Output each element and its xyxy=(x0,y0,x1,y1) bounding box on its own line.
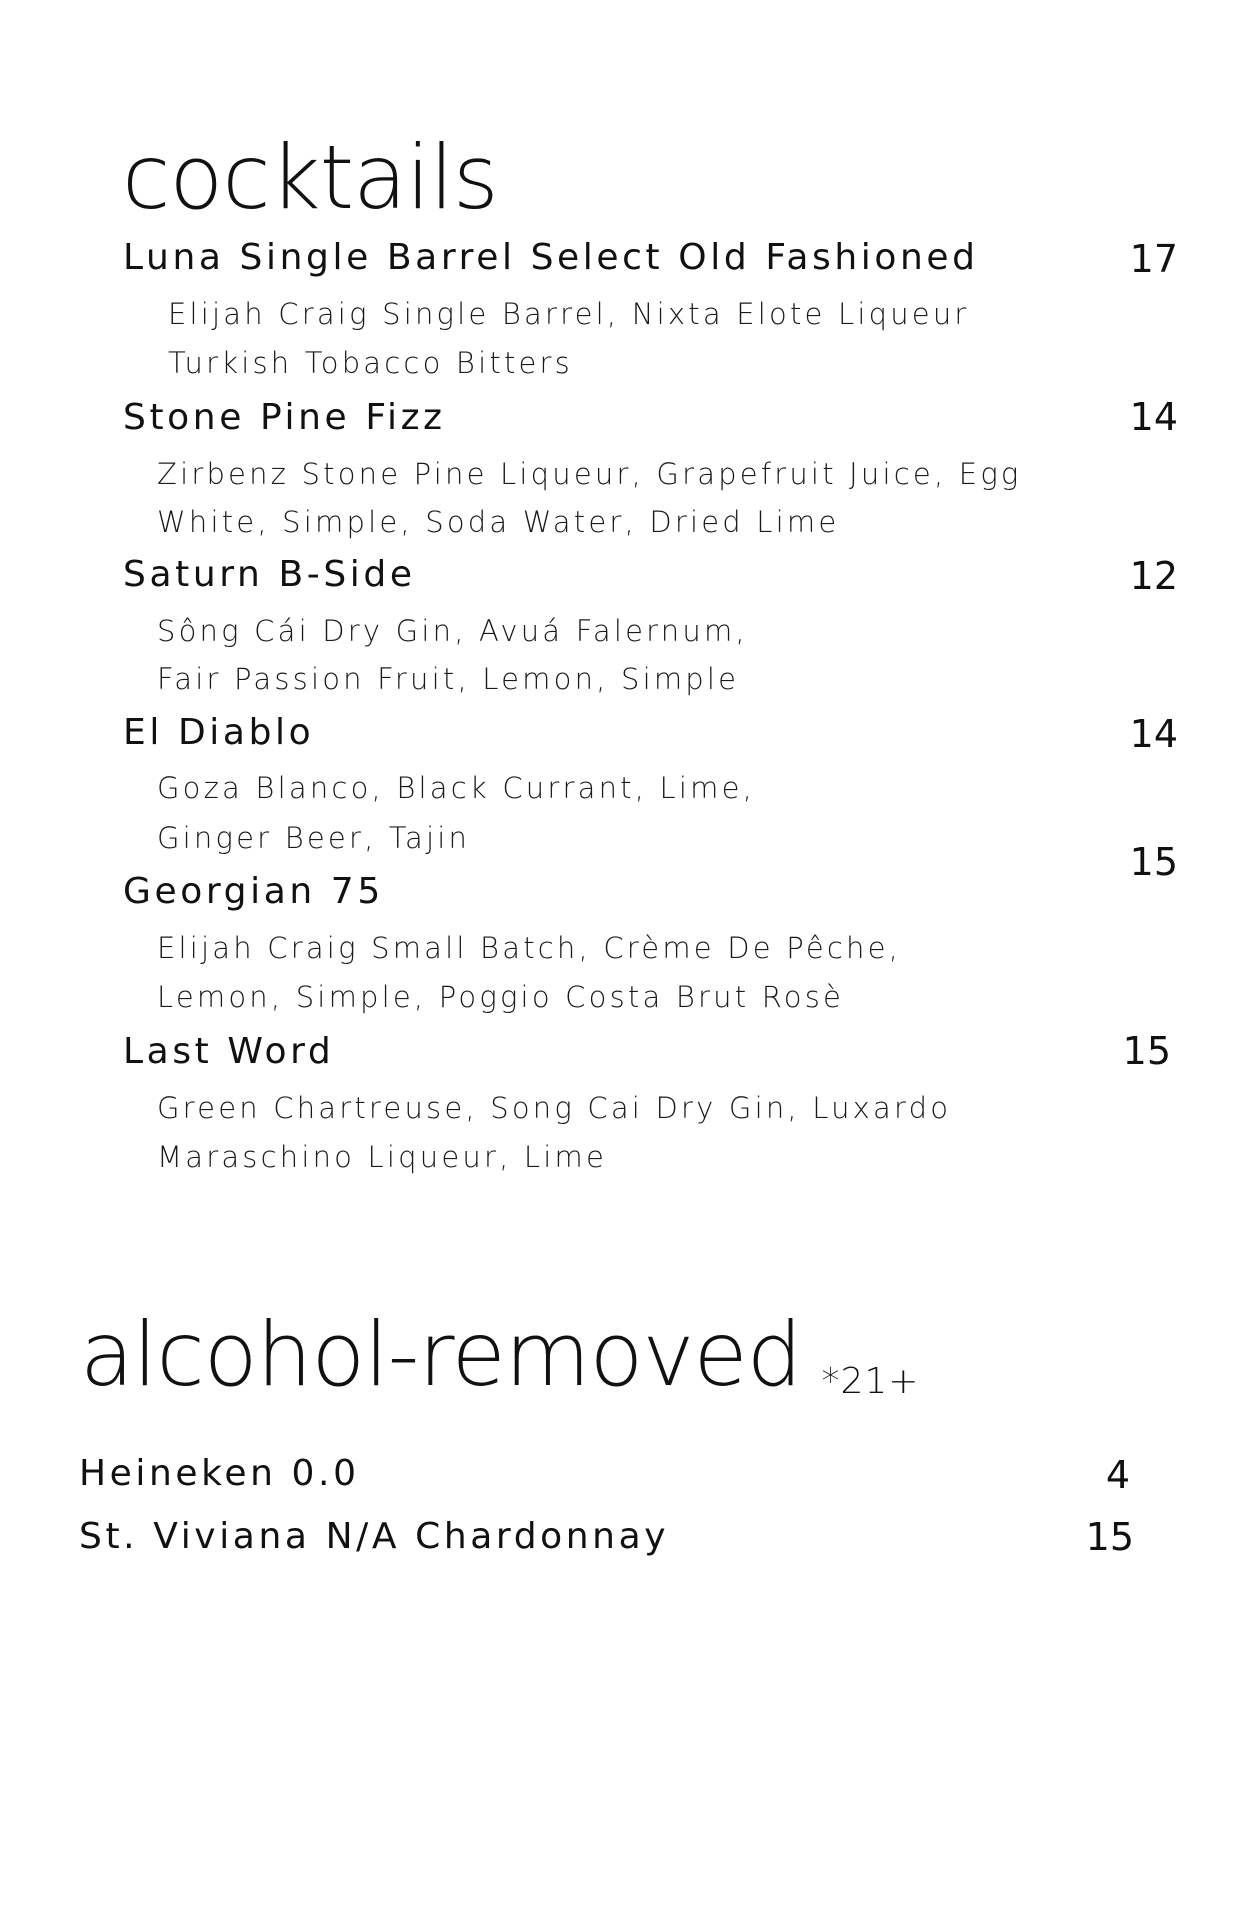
menu-item-description: White, Simple, Soda Water, Dried Lime xyxy=(157,505,840,539)
menu-item-price: 12 xyxy=(1129,554,1178,598)
menu-item-price: 15 xyxy=(1085,1515,1134,1559)
menu-item-name: Heineken 0.0 xyxy=(79,1453,360,1494)
menu-item-description: Fair Passion Fruit, Lemon, Simple xyxy=(157,662,740,696)
menu-item-description: Lemon, Simple, Poggio Costa Brut Rosè xyxy=(157,980,845,1014)
menu-item-name: Stone Pine Fizz xyxy=(123,397,446,438)
menu-item-description: Zirbenz Stone Pine Liqueur, Grapefruit Juice, Egg xyxy=(157,457,1022,491)
menu-item-price: 17 xyxy=(1129,237,1178,281)
menu-item-description: Sông Cái Dry Gin, Avuá Falernum, xyxy=(157,614,748,648)
menu-item-name: El Diablo xyxy=(123,712,315,753)
menu-item-name: Saturn B-Side xyxy=(123,554,416,595)
menu-item-description: Turkish Tobacco Bitters xyxy=(168,346,573,380)
menu-item-name: Last Word xyxy=(123,1031,335,1072)
age-requirement-note: *21+ xyxy=(821,1361,920,1402)
menu-item-description: Elijah Craig Small Batch, Crème De Pêche, xyxy=(157,931,902,965)
section-title-alcohol-removed xyxy=(80,1305,919,1432)
menu-item-price: 15 xyxy=(1129,840,1178,884)
menu-item-description: Ginger Beer, Tajin xyxy=(157,821,471,855)
menu-item-name: St. Viviana N/A Chardonnay xyxy=(79,1516,670,1557)
menu-item-description: Green Chartreuse, Song Cai Dry Gin, Luxardo xyxy=(157,1091,952,1125)
menu-item-price: 4 xyxy=(1105,1453,1130,1497)
menu-item-description: Elijah Craig Single Barrel, Nixta Elote Liqueur xyxy=(168,297,970,331)
menu-item-price: 14 xyxy=(1129,395,1178,439)
menu-item-description: Goza Blanco, Black Currant, Lime, xyxy=(157,771,756,805)
menu-item-name: Georgian 75 xyxy=(123,871,384,912)
section-title-cocktails: cocktails xyxy=(122,126,498,229)
section-title-text: alcohol-removed xyxy=(80,1303,802,1406)
menu-item-name: Luna Single Barrel Select Old Fashioned xyxy=(123,237,979,278)
menu-item-description: Maraschino Liqueur, Lime xyxy=(157,1140,608,1174)
menu-item-price: 15 xyxy=(1122,1029,1171,1073)
menu-item-price: 14 xyxy=(1129,712,1178,756)
